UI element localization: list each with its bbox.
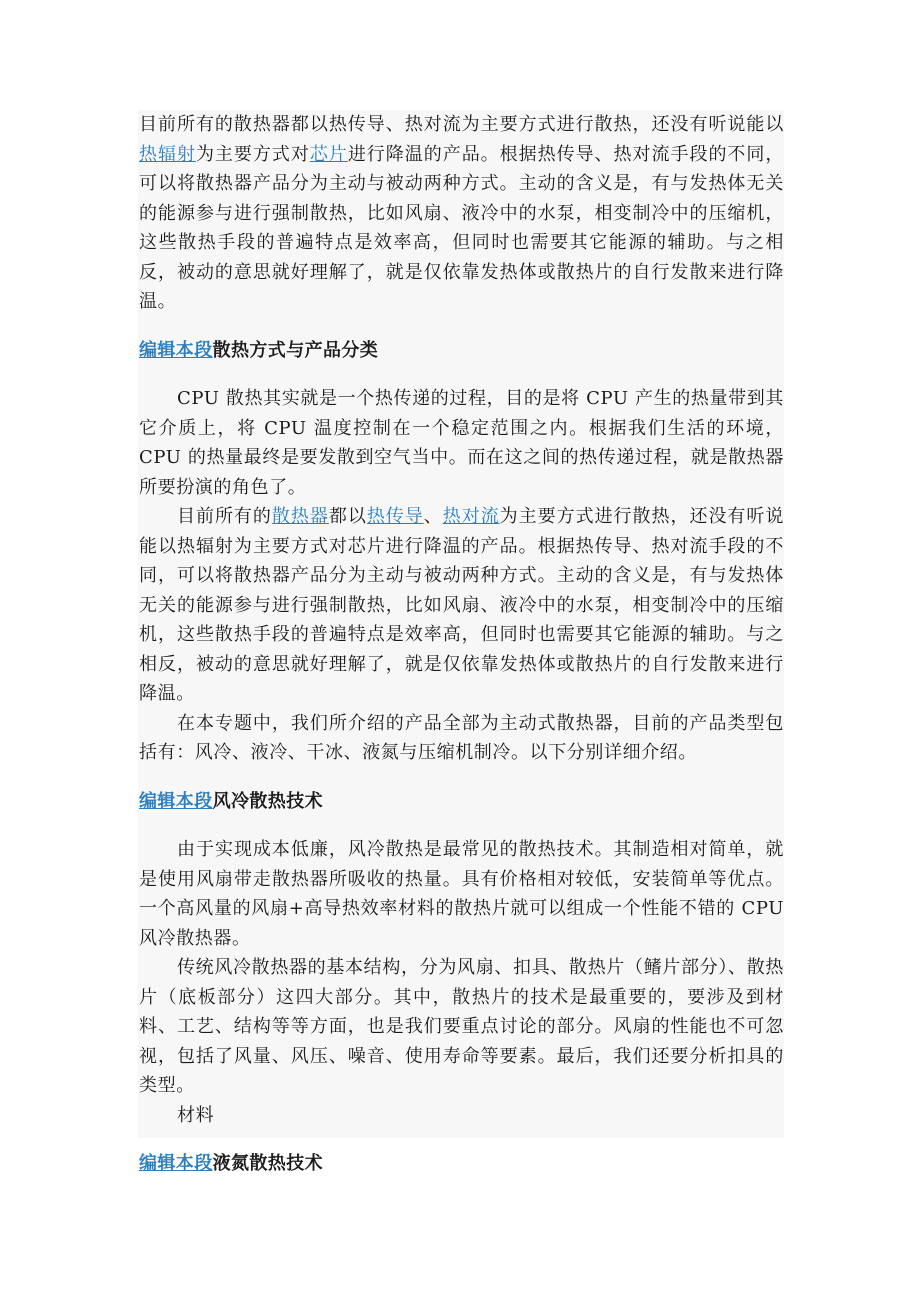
paragraph [139,502,784,709]
intro-paragraph [139,110,784,317]
section-heading-cooling-methods [139,336,784,366]
section-heading-liquid-nitrogen [139,1149,784,1179]
paragraph: 在本专题中，我们所介绍的产品全部为主动式散热器，目前的产品类型包括有：风冷、液冷、干冰、液氮与压缩机制冷。以下分别详细介绍。 [139,712,784,763]
edit-section-link[interactable]: 编辑本段 [139,1153,213,1174]
section-title: 液氮散热技术 [212,1153,324,1174]
section-title: 风冷散热技术 [212,790,324,812]
link-heat-convection[interactable]: 热对流 [442,506,500,527]
paragraph: 材料 [177,1104,215,1126]
paragraph-text: 都以 [328,506,367,527]
section-title: 散热方式与产品分类 [212,339,379,361]
paragraph-text: 为主要方式进行散热，还没有听说能以热辐射为主要方式对芯片进行降温的产品。根据热传导、热对流手段的不同，可以将散热器产品分为主动与被动两种方式。主动的含义是，有与发热体无关的能源参与进行强制散热，比如风扇、液冷中的水泵，相变制冷中的压缩机，这些散热手段的普遍特点是效率高，但同时也需要其它能源的辅助。与之相反，被动的意思就好理解了，就是仅依靠发热体或散热片的自行发散来进行降温。 [139,506,784,704]
intro-text-1: 目前所有的散热器都以热传导、热对流为主要方式进行散热，还没有听说能以 [139,114,784,135]
section-heading-air-cooling [139,787,784,817]
paragraph-text: 、 [423,506,443,527]
paragraph: 传统风冷散热器的基本结构，分为风扇、扣具、散热片（鳍片部分）、散热片（底板部分）这四大部分。其中，散热片的技术是最重要的，要涉及到材料、工艺、结构等等方面，也是我们要重点讨论的部分。风扇的性能也不可忽视，包括了风量、风压、噪音、使用寿命等要素。最后，我们还要分析扣具的类型。 [139,957,784,1096]
intro-text-3: 进行降温的产品。根据热传导、热对流手段的不同，可以将散热器产品分为主动与被动两种方式。主动的含义是，有与发热体无关的能源参与进行强制散热，比如风扇、液冷中的水泵，相变制冷中的压缩机，这些散热手段的普遍特点是效率高，但同时也需要其它能源的辅助。与之相反，被动的意思就好理解了，就是仅依靠发热体或散热片的自行发散来进行降温。 [139,143,784,312]
paragraph-text: 目前所有的 [177,506,272,527]
intro-text-2: 为主要方式对 [195,143,310,165]
document-body [138,110,784,1174]
paragraph: 由于实现成本低廉，风冷散热是最常见的散热技术。其制造相对简单，就是使用风扇带走散热器所吸收的热量。具有价格相对较低，安装简单等优点。一个高风量的风扇+高导热效率材料的散热片就可以组成一个性能不错的 CPU 风冷散热器。 [139,839,784,949]
link-chip[interactable]: 芯片 [309,143,348,165]
link-heat-conduction[interactable]: 热传导 [366,506,424,527]
edit-section-link[interactable]: 编辑本段 [139,339,213,361]
link-heatsink[interactable]: 散热器 [271,506,329,527]
link-heat-radiation[interactable]: 热辐射 [139,143,196,165]
edit-section-link[interactable]: 编辑本段 [139,790,213,812]
paragraph: CPU 散热其实就是一个热传递的过程，目的是将 CPU 产生的热量带到其它介质上，将 CPU 温度控制在一个稳定范围之内。根据我们生活的环境，CPU 的热量最终是要发散到空气当中。而在这之间的热传递过程，就是散热器所要扮演的角色了。 [139,388,784,498]
